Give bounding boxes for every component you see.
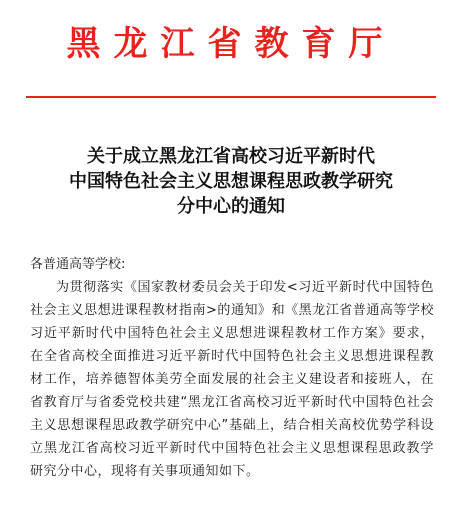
document-title-line-1: 关于成立黑龙江省高校习近平新时代 bbox=[87, 146, 375, 167]
document-title-line-2: 中国特色社会主义思想课程思政教学研究 bbox=[69, 171, 393, 192]
body-paragraph: 为贯彻落实《国家教材委员会关于印发<习近平新时代中国特色社会主义思想进课程教材指南>的通知》和《黑龙江省普通高等学校习近平新时代中国特色社会主义思想进课程教材工作方案》要求，在全省高校全面推进习近平新时代中国特色社会主义思想进课程教材工作，培养德智体美劳全面发展的社会主义建设者和接班人，在省教育厅与省委党校共建“黑龙江省高校习近平新时代中国特色社会主义思想课程思政教学研究中心”基础上，结合相关高校优势学科设立黑龙江省高校习近平新时代中国特色社会主义思想课程思政教学研究分中心，现将有关事项通知如下。 bbox=[30, 280, 434, 479]
letterhead-title: 黑龙江省教育厅 bbox=[66, 24, 396, 64]
document-body bbox=[30, 253, 434, 483]
salutation: 各普通高等学校: bbox=[30, 257, 126, 272]
letterhead-red-rule bbox=[26, 96, 436, 98]
document-title-line-3: 分中心的通知 bbox=[177, 196, 285, 217]
document-title bbox=[0, 144, 462, 219]
